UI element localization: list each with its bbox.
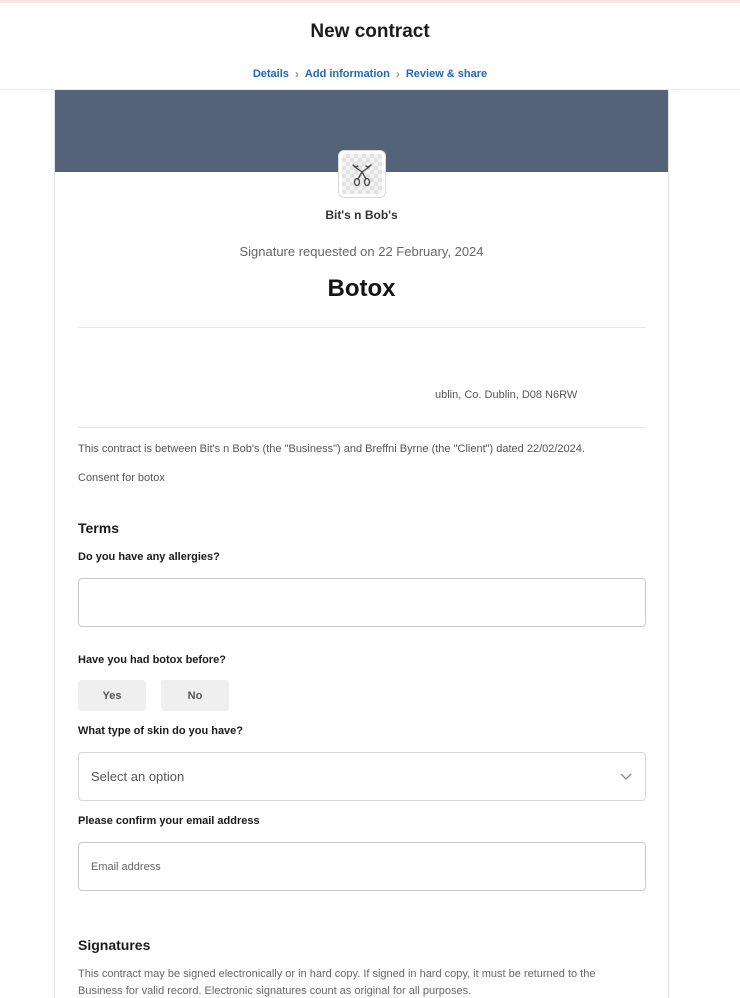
contract-description: Consent for botox [78, 472, 165, 484]
page-header [0, 3, 740, 90]
skin-type-select-value: Select an option [91, 769, 185, 784]
chevron-right-icon: › [395, 67, 400, 81]
email-label: Please confirm your email address [78, 815, 260, 827]
botox-before-label: Have you had botox before? [78, 654, 226, 666]
scissors-icon [347, 159, 377, 189]
page-title: New contract [310, 21, 430, 42]
business-address: ublin, Co. Dublin, D08 N6RW [435, 389, 578, 401]
skin-type-select[interactable] [78, 752, 646, 801]
yes-button[interactable]: Yes [78, 680, 146, 711]
chevron-right-icon: › [294, 67, 299, 81]
breadcrumb-review-share[interactable]: Review & share [405, 68, 488, 80]
signatures-text: This contract may be signed electronically or in hard copy. If signed in hard copy, it must be returned to the Business for valid record. Electronic signatures count as original for all purposes. [78, 968, 596, 997]
skin-type-label: What type of skin do you have? [78, 725, 244, 737]
contract-parties-text: This contract is between Bit's n Bob's (the "Business") and Breffni Byrne (the "Client") dated 22/02/2024. [78, 443, 585, 455]
no-button[interactable]: No [161, 680, 229, 711]
terms-heading: Terms [78, 520, 119, 536]
signature-requested-date: Signature requested on 22 February, 2024 [239, 244, 484, 259]
contract-title: Botox [327, 275, 396, 302]
signatures-heading: Signatures [78, 937, 151, 953]
breadcrumb [0, 67, 740, 81]
business-logo [338, 150, 386, 198]
contract-card [54, 90, 669, 998]
divider [78, 327, 646, 328]
breadcrumb-add-information[interactable]: Add information [304, 68, 390, 80]
allergies-input[interactable] [78, 578, 646, 627]
breadcrumb-details[interactable]: Details [252, 68, 289, 80]
email-input[interactable] [78, 842, 646, 891]
divider [78, 427, 646, 428]
business-name: Bit's n Bob's [325, 208, 398, 222]
chevron-down-icon [619, 770, 633, 784]
allergies-label: Do you have any allergies? [78, 551, 220, 563]
